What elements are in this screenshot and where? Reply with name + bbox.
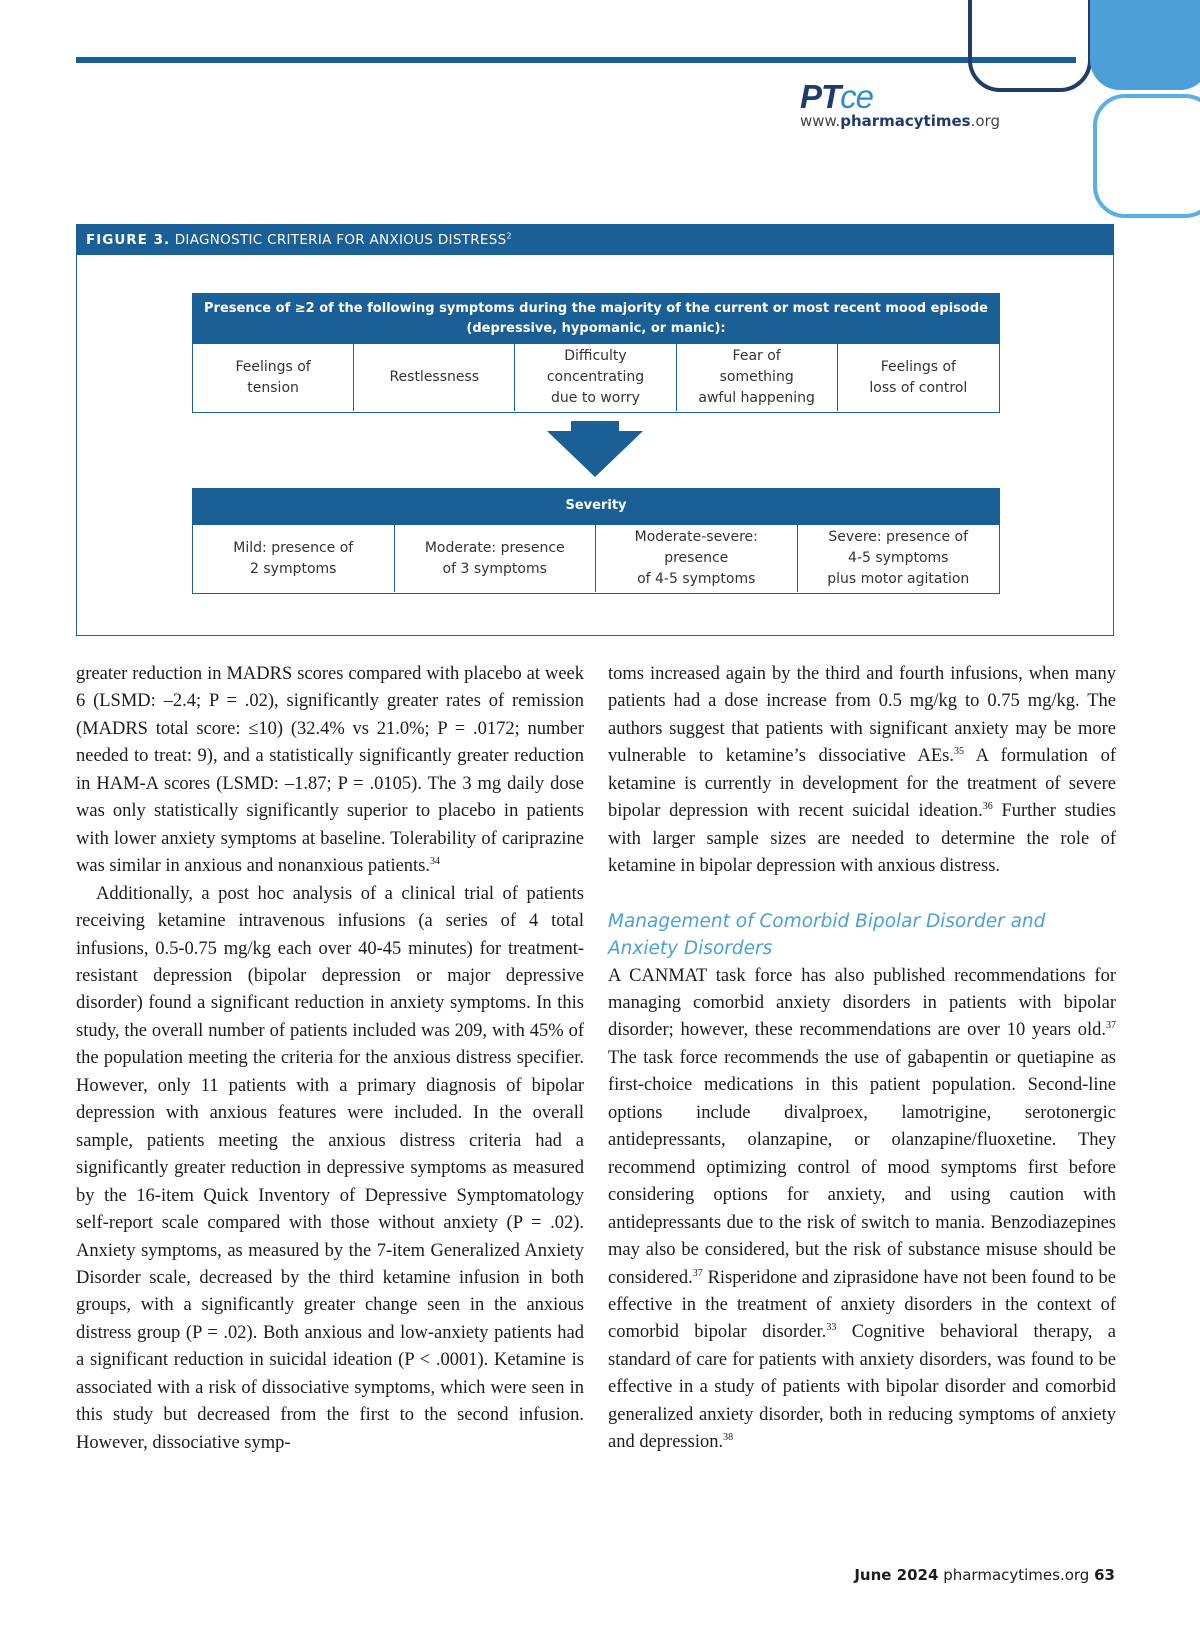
symptom-cell: Restlessness <box>354 344 515 411</box>
symptoms-header: Presence of ≥2 of the following symptoms during the majority of the current or most recent mood episode (depressive, hypomanic, or manic): <box>193 294 999 344</box>
body-paragraph: A CANMAT task force has also published recommendations for managing comorbid anxiety disorders in patients with bipolar disorder; however, these recommendations are over 10 years old.$^{37}$ The task force recommends the use of gabapentin or quetiapine as first-choice medications in this patient population. Second-line options include divalproex, lamotrigine, serotonergic antidepressants, olanzapine, or olanzapine/fluoxetine. They recommend optimizing control of mood symptoms first before considering options for anxiety, and using caution with antidepressants due to the risk of switch to mania. Benzodiazepines may also be considered, but the risk of substance misuse should be considered.$^{37}$ Risperidone and ziprasidone have not been found to be effective in the treatment of anxiety disorders in the context of comorbid bipolar disorder.$^{33}$ Cognitive behavioral therapy, a standard of care for patients with anxiety disorders, was found to be effective in a study of patients with bipolar disorder and comorbid generalized anxiety disorder, both in reducing symptoms of anxiety and depression.$^{38}$ <box>608 965 1117 1453</box>
figure-label: FIGURE 3. <box>86 232 171 248</box>
symptom-cell: Feelings of tension <box>193 344 354 411</box>
body-paragraph: Additionally, a post hoc analysis of a clinical trial of patients receiving ketamine intravenous infusions (a series of 4 total infusions, 0.5-0.75 mg/kg each over 40-45 minutes) for treatment-resistant depression (bipolar depression or major depressive disorder) found a significant reduction in anxiety symptoms. In this study, the overall number of patients included was 209, with 45% of the population meeting the criteria for the anxious distress specifier. However, only 11 patients with a primary diagnosis of bipolar depression with anxious features were included. In the overall sample, patients meeting the anxious distress criteria had a significantly greater reduction in depressive symptoms as measured by the 16-item Quick Inventory of Depressive Symptomatology self-report scale compared with those without anxiety (P = .02). Anxiety symptoms, as measured by the 7-item Generalized Anxiety Disorder scale, decreased by the third ketamine infusion in both groups, with a significantly greater change seen in the anxious distress group (P = .02). Both anxious and low-anxiety patients had a significant reduction in suicidal ideation (P < .0001). Ketamine is associated with a risk of dissociative symptoms, which were seen in this study but decreased from the first to the second infusion. However, dissociative symp- <box>76 883 584 1453</box>
severity-header: Severity <box>193 489 999 525</box>
symptom-cell: Difficulty concentrating due to worry <box>515 344 676 411</box>
publication-logo <box>800 78 1040 130</box>
severity-box <box>192 488 1000 594</box>
citation-ref: 37 <box>692 1267 703 1279</box>
logo-url: www.pharmacytimes.org <box>800 112 1000 130</box>
figure-title-bar <box>77 225 1113 255</box>
severity-cell: Moderate-severe: presence of 4-5 symptoms <box>596 525 798 592</box>
body-paragraph: greater reduction in MADRS scores compared with placebo at week 6 (LSMD: –2.4; P = .02), significantly greater rates of remission (MADRS total score: ≤10) (32.4% vs 21.0%; P = .0172; number needed to treat: 9), and a statistically significantly greater reduction in HAM-A scores (LSMD: –1.87; P = .0105). The 3 mg daily dose was only statistically significantly superior to placebo in patients with lower anxiety symptoms at baseline. Tolerability of cariprazine was similar in anxious and nonanxious patients.$^{34}$ <box>76 664 584 877</box>
symptoms-row <box>193 344 999 411</box>
body-paragraph: toms increased again by the third and fourth infusions, when many patients had a dose increase from 0.5 mg/kg to 0.75 mg/kg. The authors suggest that patients with significant anxiety may be more vulnerable to ketamine’s dissociative AEs.$^{35}$ A formulation of ketamine is currently in development for the treatment of severe bipolar depression with recent suicidal ideation.$^{36}$ Further studies with larger sample sizes are needed to determine the role of ketamine in bipolar depression with anxious distress. <box>608 664 1116 877</box>
severity-cell: Severe: presence of 4-5 symptoms plus motor agitation <box>827 529 970 587</box>
citation-ref: 33 <box>826 1322 837 1334</box>
severity-row <box>193 525 999 592</box>
citation-ref: 34 <box>430 856 441 868</box>
page-footer <box>700 1566 1115 1584</box>
severity-cell: Mild: presence of 2 symptoms <box>193 525 395 592</box>
ptce-logo-mark: PTce <box>800 78 874 115</box>
section-heading: Management of Comorbid Bipolar Disorder and Anxiety Disorders <box>608 910 1046 960</box>
figure-title: DIAGNOSTIC CRITERIA FOR ANXIOUS DISTRESS <box>174 232 507 248</box>
footer-site: pharmacytimes.org <box>943 1566 1090 1584</box>
citation-ref: 36 <box>982 801 993 813</box>
citation-ref: 38 <box>723 1432 734 1444</box>
citation-ref: 35 <box>953 746 964 758</box>
severity-cell: Moderate: presence of 3 symptoms <box>395 525 597 592</box>
down-arrow-icon <box>547 421 643 477</box>
left-column <box>76 661 584 1457</box>
figure-3 <box>76 224 1114 636</box>
issue-date: June 2024 <box>854 1566 939 1584</box>
symptom-cell: Fear of something awful happening <box>677 344 838 411</box>
symptom-cell: Feelings of loss of control <box>869 358 968 396</box>
top-rule <box>76 57 1076 63</box>
figure-title-ref: 2 <box>506 231 512 241</box>
right-column <box>608 661 1116 1457</box>
page-number: 63 <box>1094 1566 1115 1584</box>
citation-ref: 37 <box>1106 1020 1116 1032</box>
symptoms-box <box>192 293 1000 413</box>
